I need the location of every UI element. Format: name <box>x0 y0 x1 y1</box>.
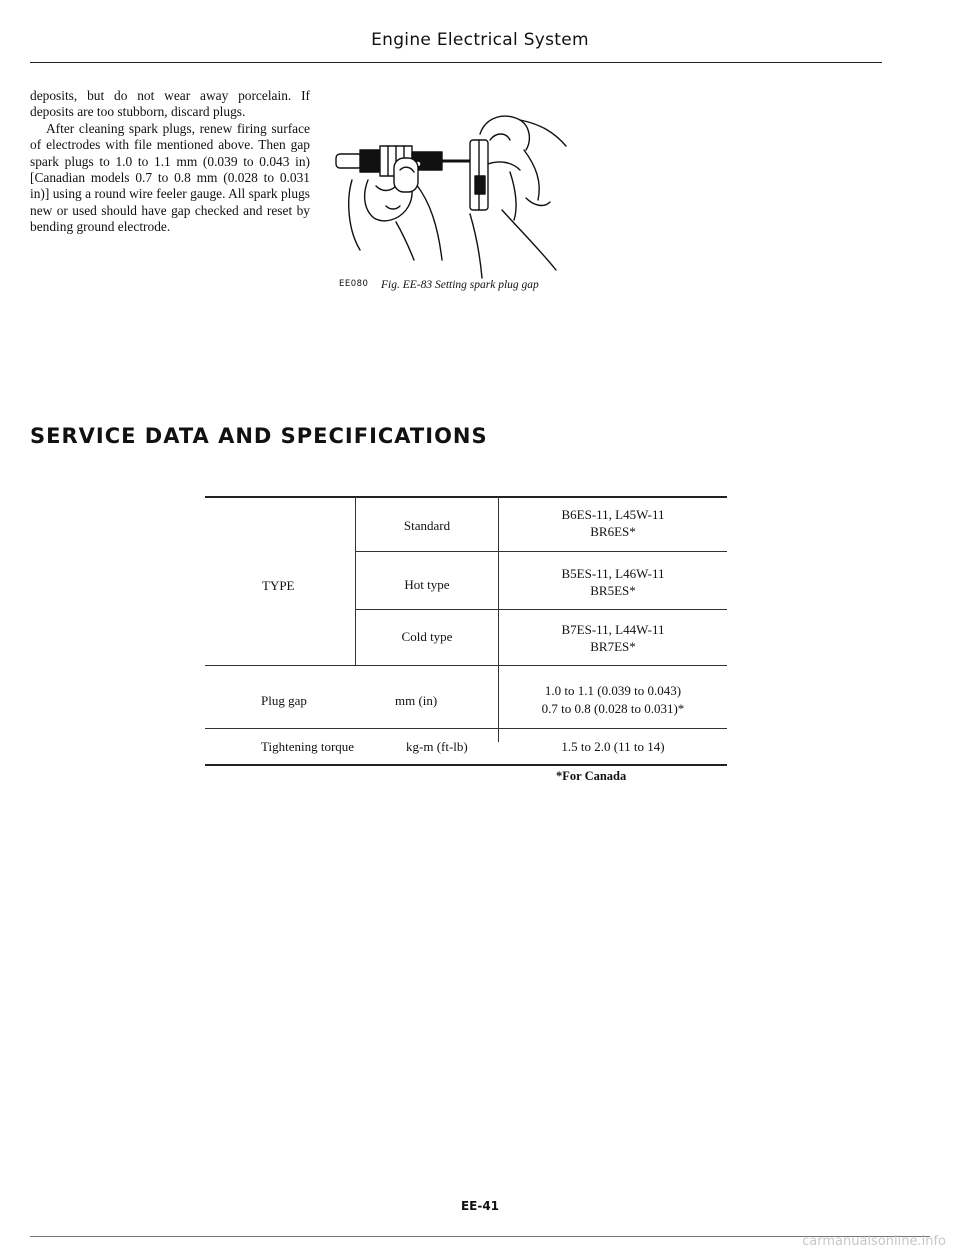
row-label-standard: Standard <box>403 518 451 533</box>
row-label-hot: Hot type <box>404 577 450 592</box>
row-value-cold-2: BR7ES* <box>590 639 636 654</box>
feeler-gauge-drawing <box>470 140 520 210</box>
page-header-title: Engine Electrical System <box>371 30 589 50</box>
section-title: SERVICE DATA AND SPECIFICATIONS <box>30 424 488 448</box>
plug-gap-value-2: 0.7 to 0.8 (0.028 to 0.031)* <box>541 701 685 716</box>
row-value-hot-1: B5ES-11, L46W-11 <box>561 566 665 581</box>
table-rule-2 <box>356 609 727 610</box>
page-number: EE-41 <box>460 1199 500 1213</box>
footer-rule <box>30 1236 930 1237</box>
table-rule-4 <box>205 728 727 729</box>
spark-plug-gap-illustration <box>330 110 630 295</box>
table-rule-3 <box>205 665 727 666</box>
figure-caption: Fig. EE-83 Setting spark plug gap <box>381 279 539 291</box>
row-label-cold: Cold type <box>401 629 453 644</box>
torque-label: Tightening torque <box>261 739 355 754</box>
row-value-standard-1: B6ES-11, L45W-11 <box>561 507 665 522</box>
table-footnote: *For Canada <box>556 769 627 783</box>
plug-gap-label: Plug gap <box>261 693 307 708</box>
row-value-cold-1: B7ES-11, L44W-11 <box>561 622 665 637</box>
table-rule-1 <box>356 551 727 552</box>
table-vline-value <box>498 497 499 742</box>
left-hand-drawing <box>349 158 442 260</box>
figure-code: EE080 <box>339 279 369 289</box>
plug-gap-value-1: 1.0 to 1.1 (0.039 to 0.043) <box>544 683 682 698</box>
paragraph-gap-instructions: After cleaning spark plugs, renew firing surface of electrodes with file mentioned above. Then gap spark plugs to 1.0 to 1.1 mm (0.039 to 0.043 in) [Canadian models 0.7 to 0.8 mm (0.028 to 0.031 in)] using a round wire feeler gauge. All spark plugs new or used should have gap checked and reset by bending ground electrode. <box>30 120 310 235</box>
row-value-standard-2: BR6ES* <box>590 524 636 539</box>
plug-gap-unit: mm (in) <box>395 693 438 708</box>
header-rule <box>30 62 882 63</box>
watermark-text: carmanualsonline.info <box>802 1234 946 1249</box>
body-text <box>30 88 310 236</box>
torque-value: 1.5 to 2.0 (11 to 14) <box>561 739 665 754</box>
type-label: TYPE <box>262 578 295 593</box>
torque-unit: kg-m (ft-lb) <box>406 739 468 754</box>
paragraph-deposits: deposits, but do not wear away porcelain. If deposits are too stubborn, discard plugs. <box>30 88 310 120</box>
row-value-hot-2: BR5ES* <box>590 583 636 598</box>
table-bottom-rule <box>205 764 727 766</box>
table-top-rule <box>205 496 727 498</box>
